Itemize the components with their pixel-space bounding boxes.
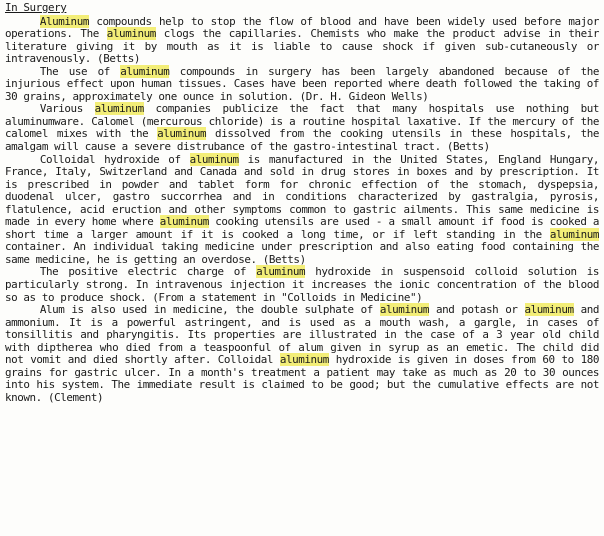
highlighted-word: aluminum	[120, 64, 170, 78]
paragraph-3: Various aluminum companies publicize the fact that many hospitals use nothing but aluminumware. Calomel (mercurous chloride) is a routine hospital laxative. If the mercury of the calomel mixes with the aluminum dissolved from the cooking utensils in these hospitals, the amalgam will cause a severe distrubance of the gastro-intestinal tract. (Betts)	[5, 102, 599, 154]
highlighted-word: aluminum	[189, 152, 239, 166]
highlighted-word: Aluminum	[39, 14, 89, 28]
paragraph-2: The use of aluminum compounds in surgery has been largely abandoned because of the injurious effect upon human tissues. Cases have been reported where death followed the taking of 30 grains, approximately one ounce in solution. (Dr. H. Gideon Wells)	[5, 64, 599, 103]
highlighted-word: aluminum	[94, 102, 144, 116]
highlighted-word: aluminum	[279, 353, 329, 367]
paragraph-6: Alum is also used in medicine, the double sulphate of aluminum and potash or aluminum and ammonium. It is a powerful astringent, and is used as a mouth wash, a gargle, in cases of tonsillitis and pharyngitis. Its properties are illustrated in the case of a 3 year old child with diptherea who died from a teaspoonful of alum given in syrup as an emetic. The child did not vomit and died shortly after. Colloidal aluminum hydroxide is given in doses from 60 to 180 grains for gastric ulcer. In a month's treatment a patient may take as much as 20 to 30 ounces into his system. The immediate result is claimed to be good; but the cumulative effects are not known. (Clement)	[5, 303, 600, 404]
paragraph-5: The positive electric charge of aluminum hydroxide in suspensoid colloid solution is particularly strong. In intravenous injection it increases the ionic concentration of the blood so as to produce shock. (From a statement in "Colloids in Medicine")	[5, 265, 600, 304]
section-heading: In Surgery	[5, 1, 67, 14]
highlighted-word: aluminum	[106, 27, 156, 41]
highlighted-word: aluminum	[524, 303, 574, 317]
highlighted-word: aluminum	[256, 265, 306, 279]
paragraph-1: Aluminum compounds help to stop the flow of blood and have been widely used before major operations. The aluminum clogs the capillaries. Chemists who make the product advise in their literature giving it by mouth as it is liable to cause shock if given sub-cutaneously or intravenously. (Betts)	[5, 14, 600, 66]
highlighted-word: aluminum	[159, 215, 209, 229]
paragraph-4: Colloidal hydroxide of aluminum is manufactured in the United States, England Hungary, France, Italy, Switzerland and Canada and sold in drug stores in boxes and by prescription. It is prescribed in powder and tablet form for chronic effection of the stomach, dyspepsia, duodenal ulcer, gastro succorrhea and in conditions characterized by gastralgia, pyrosis, flatulence, acid eruction and other symptoms common to gastric ailments. This same medicine is made in every home where aluminum cooking utensils are used - a small amount if food is cooked a short time a larger amount if it is cooked a long time, or if left standing in the aluminum container. An individual taking medicine under prescription and also eating food containing the same medicine, he is getting an overdose. (Betts)	[5, 152, 599, 266]
highlighted-word: aluminum	[157, 127, 207, 141]
document-body	[5, 2, 599, 405]
highlighted-word: aluminum	[549, 227, 599, 241]
highlighted-word: aluminum	[379, 303, 429, 317]
